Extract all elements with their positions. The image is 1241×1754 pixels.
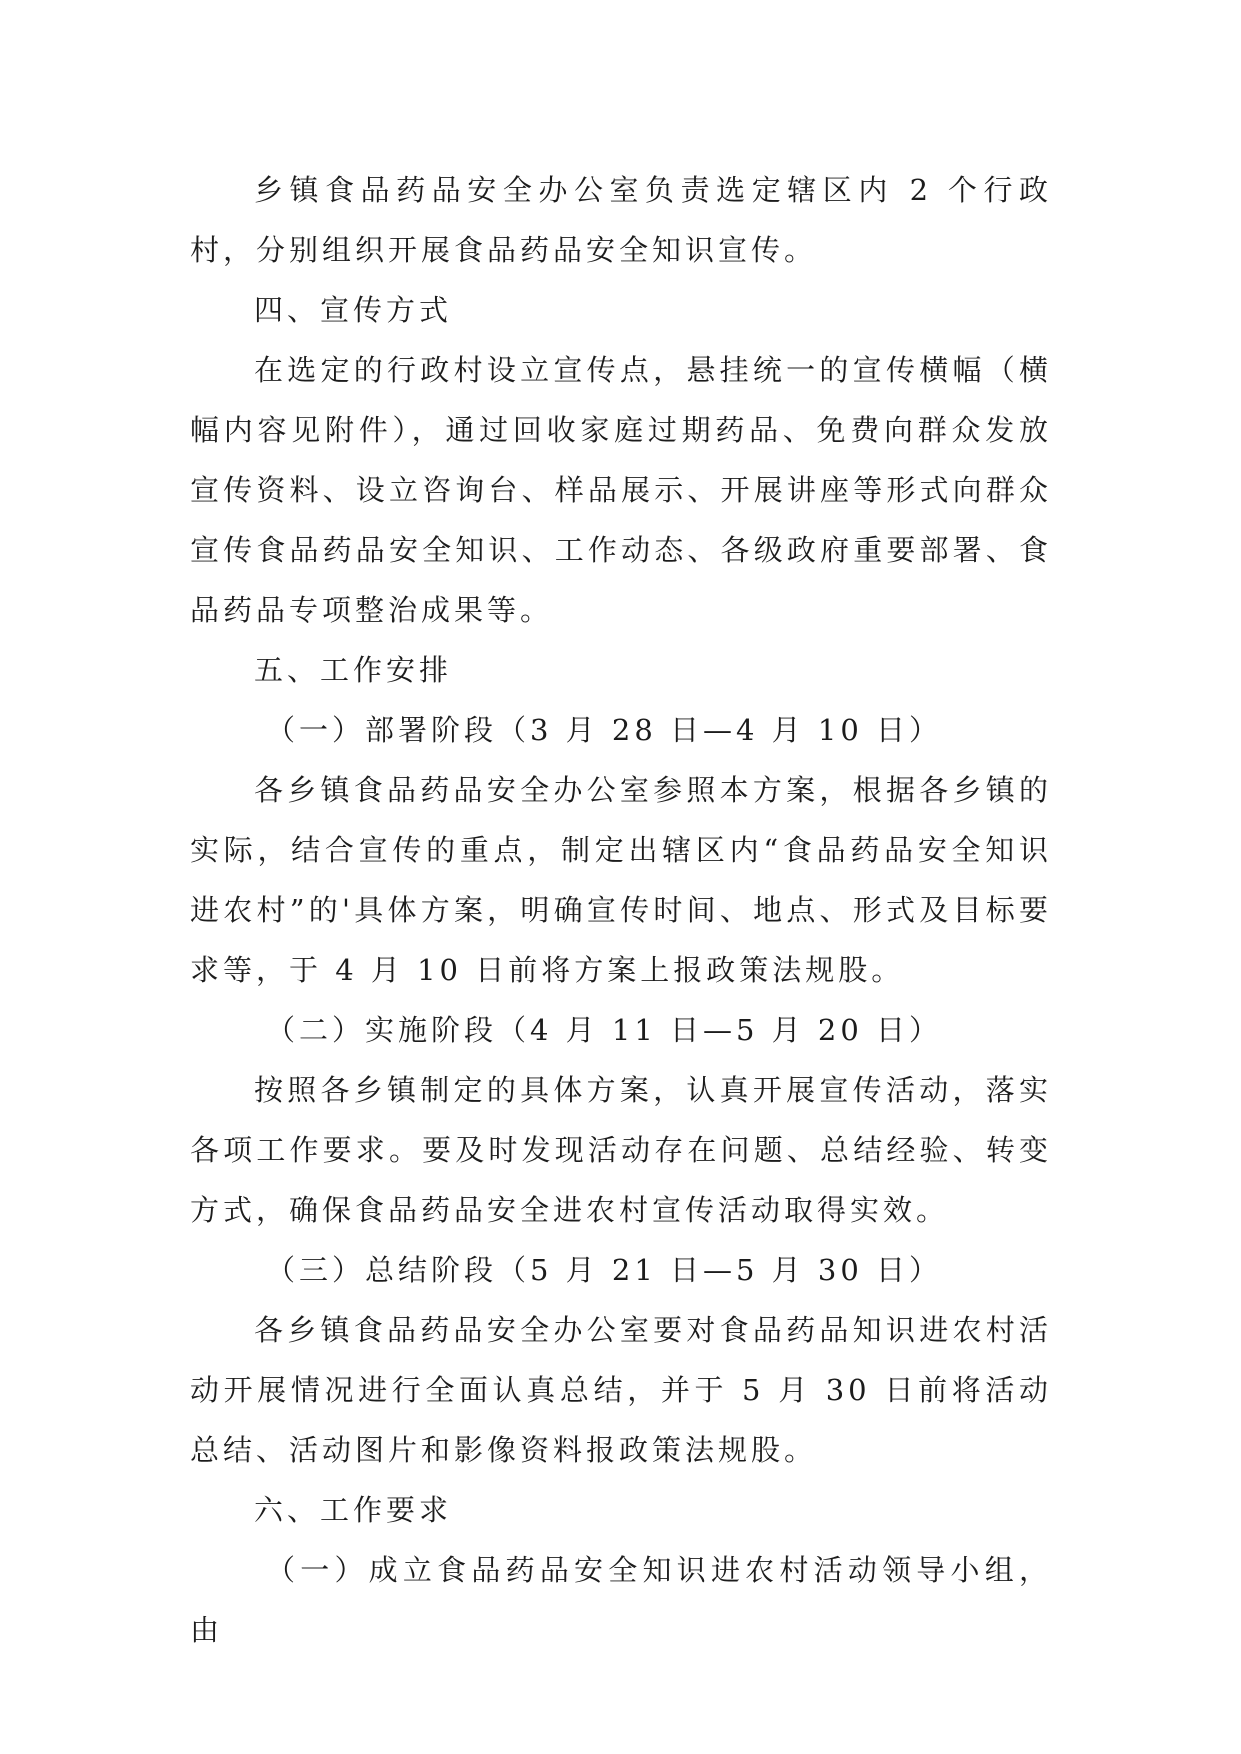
document-body xyxy=(190,160,1052,1660)
subheading-implementation-stage: （二）实施阶段（4 月 11 日—5 月 20 日） xyxy=(266,1013,943,1047)
subheading-deployment-stage: （一）部署阶段（3 月 28 日—4 月 10 日） xyxy=(266,713,943,747)
paragraph-summary-stage: 各乡镇食品药品安全办公室要对食品药品知识进农村活动开展情况进行全面认真总结，并于 5 月 30 日前将活动总结、活动图片和影像资料报政策法规股。 xyxy=(190,1313,1052,1467)
paragraph-village-selection: 乡镇食品药品安全办公室负责选定辖区内 2 个行政村，分别组织开展食品药品安全知识宣传。 xyxy=(190,173,1052,267)
heading-publicity-methods: 四、宣传方式 xyxy=(254,293,453,327)
paragraph-implementation-stage: 按照各乡镇制定的具体方案，认真开展宣传活动，落实各项工作要求。要及时发现活动存在问题、总结经验、转变方式，确保食品药品安全进农村宣传活动取得实效。 xyxy=(190,1073,1052,1227)
subheading-summary-stage: （三）总结阶段（5 月 21 日—5 月 30 日） xyxy=(266,1253,943,1287)
heading-work-requirements: 六、工作要求 xyxy=(254,1493,453,1527)
paragraph-deployment-stage: 各乡镇食品药品安全办公室参照本方案，根据各乡镇的实际，结合宣传的重点，制定出辖区内“食品药品安全知识进农村”的'具体方案，明确宣传时间、地点、形式及目标要求等，于 4 月 10 日前将方案上报政策法规股。 xyxy=(190,773,1052,987)
paragraph-publicity-methods: 在选定的行政村设立宣传点，悬挂统一的宣传横幅（横幅内容见附件），通过回收家庭过期药品、免费向群众发放宣传资料、设立咨询台、样品展示、开展讲座等形式向群众宣传食品药品安全知识、工作动态、各级政府重要部署、食品药品专项整治成果等。 xyxy=(190,353,1052,627)
paragraph-leading-group: （一）成立食品药品安全知识进农村活动领导小组，由 xyxy=(190,1553,1052,1647)
heading-work-arrangement: 五、工作安排 xyxy=(254,653,453,687)
